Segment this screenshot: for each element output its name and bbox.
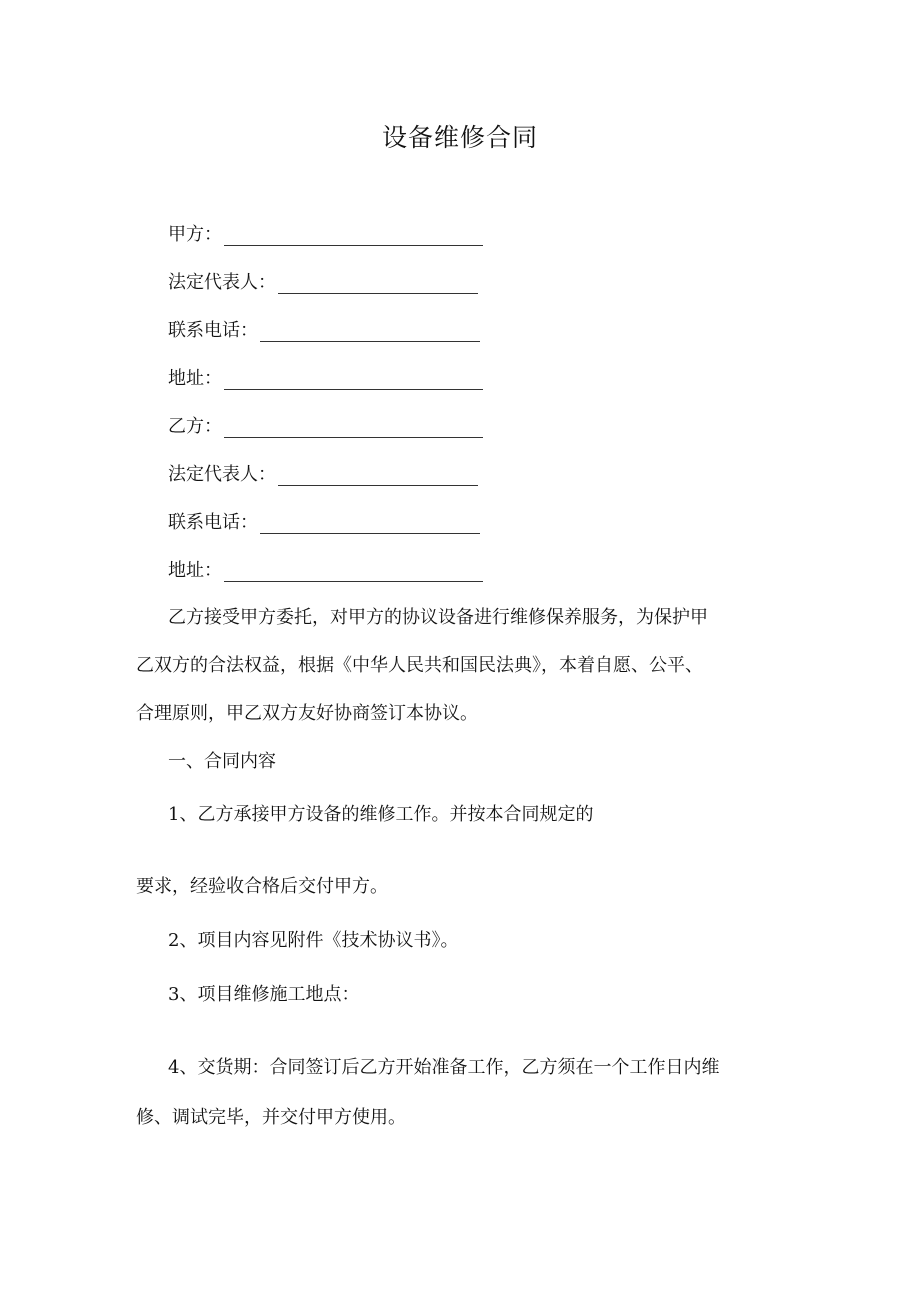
party-a-rep-field bbox=[168, 266, 478, 294]
party-a-address-label: 地址： bbox=[168, 368, 222, 389]
party-a-phone-label: 联系电话： bbox=[168, 320, 258, 341]
party-b-rep-label: 法定代表人： bbox=[168, 464, 276, 485]
party-b-address-label: 地址： bbox=[168, 560, 222, 581]
party-b-name-label: 乙方： bbox=[168, 416, 222, 437]
party-a-rep-blank[interactable] bbox=[278, 273, 478, 294]
document-title: 设备维修合同 bbox=[381, 123, 538, 152]
party-b-address-field bbox=[168, 554, 483, 582]
item-1-line-2: 要求，经验收合格后交付甲方。 bbox=[136, 876, 388, 897]
party-a-address-blank[interactable] bbox=[224, 369, 483, 390]
party-b-name-blank[interactable] bbox=[224, 417, 483, 438]
party-b-rep-blank[interactable] bbox=[278, 465, 478, 486]
party-b-address-blank[interactable] bbox=[224, 561, 483, 582]
item-4-line-1: 4、交货期：合同签订后乙方开始准备工作，乙方须在一个工作日内维 bbox=[168, 1057, 720, 1078]
party-a-rep-label: 法定代表人： bbox=[168, 272, 276, 293]
party-b-rep-field bbox=[168, 458, 478, 486]
section-1-heading: 一、合同内容 bbox=[168, 751, 276, 772]
party-a-phone-blank[interactable] bbox=[260, 321, 480, 342]
party-b-phone-field bbox=[168, 506, 480, 534]
party-a-phone-field bbox=[168, 314, 480, 342]
item-1-line-1: 1、乙方承接甲方设备的维修工作。并按本合同规定的 bbox=[168, 804, 594, 825]
item-2: 2、项目内容见附件《技术协议书》。 bbox=[168, 930, 459, 951]
preamble-line-2: 乙双方的合法权益，根据《中华人民共和国民法典》，本着自愿、公平、 bbox=[136, 655, 703, 676]
party-a-name-field bbox=[168, 218, 483, 246]
party-b-phone-blank[interactable] bbox=[260, 513, 480, 534]
preamble-line-1: 乙方接受甲方委托，对甲方的协议设备进行维修保养服务，为保护甲 bbox=[168, 607, 708, 628]
party-b-phone-label: 联系电话： bbox=[168, 512, 258, 533]
party-a-name-blank[interactable] bbox=[224, 225, 483, 246]
party-b-name-field bbox=[168, 410, 483, 438]
party-a-name-label: 甲方： bbox=[168, 224, 222, 245]
item-3: 3、项目维修施工地点： bbox=[168, 984, 360, 1005]
preamble-line-3: 合理原则，甲乙双方友好协商签订本协议。 bbox=[136, 703, 478, 724]
item-4-line-2: 修、调试完毕，并交付甲方使用。 bbox=[136, 1107, 406, 1128]
party-a-address-field bbox=[168, 362, 483, 390]
